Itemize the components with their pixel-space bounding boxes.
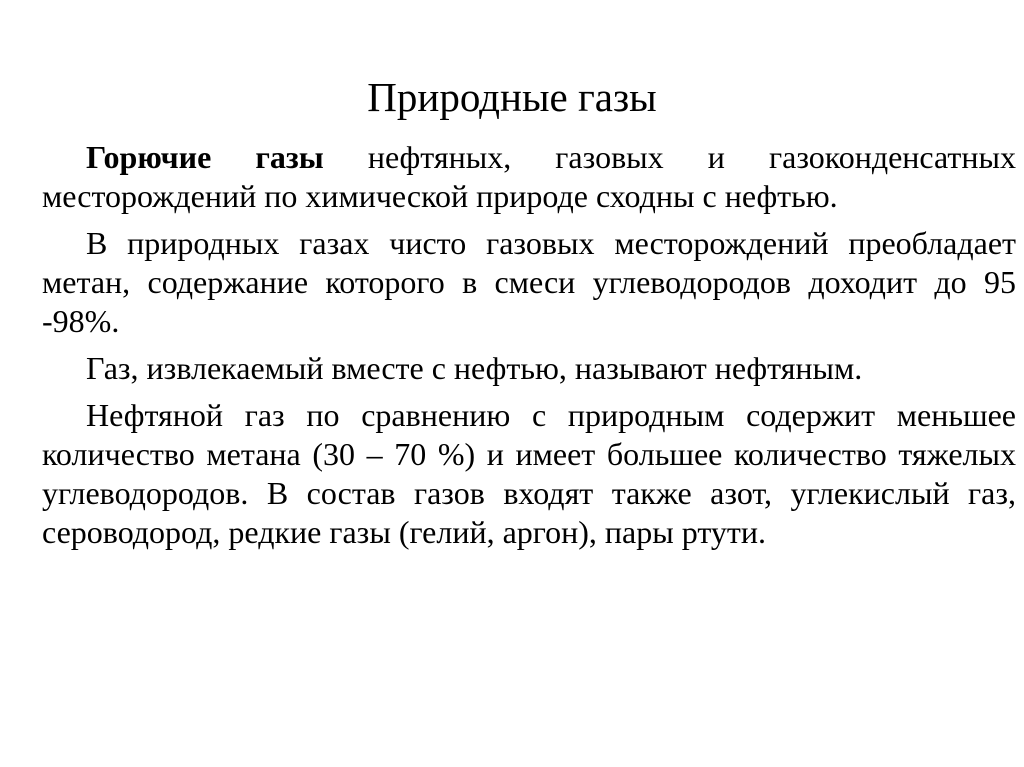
paragraph-methane: [42, 224, 1016, 341]
paragraph-oil-gas: [42, 349, 1016, 388]
paragraph-text: нефтяных, газовых и газоконденсатных месторождений по химической природе сходны с нефтью.: [42, 139, 1016, 214]
paragraph-composition: [42, 396, 1016, 552]
paragraph-text: В природных газах чисто газовых месторождений преобладает метан, содержание которого в смеси углеводородов доходит до 95 -98%.: [42, 225, 1016, 339]
paragraph-text: Нефтяной газ по сравнению с природным содержит меньшее количество метана (30 – 70 %) и имеет большее количество тяжелых углеводородов. В состав газов входят также азот, углекислый газ, сероводород, редкие газы (гелий, аргон), пары ртути.: [42, 397, 1016, 550]
slide-body: [42, 138, 1016, 560]
slide-title: Природные газы: [367, 74, 657, 120]
paragraph-text: Газ, извлекаемый вместе с нефтью, называют нефтяным.: [86, 350, 863, 386]
bold-term: Горючие газы: [86, 139, 324, 175]
paragraph-combustible-gases: [42, 138, 1016, 216]
